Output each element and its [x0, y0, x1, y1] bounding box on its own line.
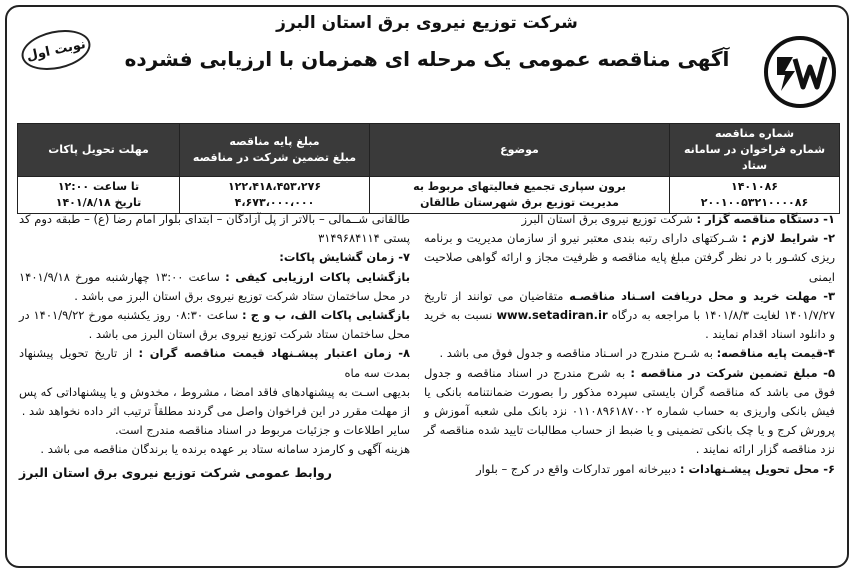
quality-opening: بازگشایی پاکات ارزیابی کیفی : ساعت ۱۳:۰۰ چهارشنبه مورخ ۱۴۰۱/۹/۱۸ در محل ساختمان ستاد شرکت توزیع نیروی برق استان البرز می باشد . — [19, 269, 411, 303]
header-delivery: مهلت تحویل پاکات — [18, 124, 180, 177]
header-subject: موضوع — [370, 124, 670, 177]
left-column — [19, 210, 410, 560]
header-amounts: مبلغ پایه مناقصه مبلغ تضمین شرکت در مناقصه — [180, 124, 370, 177]
right-column — [424, 210, 835, 560]
tender-notice — [5, 5, 849, 568]
item-3: ۳- مهلت خرید و محل دریافت اسـناد مناقصـه متقاضیان می توانند از تاریخ ۱۴۰۱/۷/۲۷ لغایت ۱۴۰۱/۸/۳ با مراجعه به درگاه www.setadiran.ir نسبت به خرید و دانلود اسناد اقدام نمایند . — [424, 288, 836, 342]
public-relations-signature: روابط عمومی شرکت توزیع نیروی برق استان البرز — [19, 464, 333, 480]
table-row — [18, 177, 840, 214]
table-header-row — [18, 124, 840, 177]
item-6: ۶- محل تحویل پیشـنهادات : دبیرخانه امور تدارکات واقع در کرج – بلوار — [476, 461, 835, 476]
note-other-info: سایر اطلاعات و جزئیات مربوط در اسناد مناقصه مندرج است. — [114, 423, 411, 438]
item-2: ۲- شرایط لازم : شـرکتهای دارای رتبه بندی معتبر نیرو از سازمان مدیریت و برنامه ریزی کشـور با در نظر گرفتن مبلغ پایه مناقصه و ظرفیت مجاز و ارائه گواهی صلاحیت ایمنی — [424, 231, 835, 284]
header-tender-number: شماره مناقصه شماره فراخوان در سامانه ستاد — [670, 124, 840, 177]
first-publication-badge: نوبت اول — [18, 24, 94, 76]
setadiran-link[interactable]: www.setadiran.ir — [496, 308, 608, 323]
power-company-logo-icon — [763, 35, 837, 109]
cell-subject: برون سپاری تجمیع فعالیتهای مربوط به مدیریت توزیع برق شهرستان طالقان — [370, 177, 670, 214]
abc-opening: بازگشایی پاکات الف، ب و ج : ساعت ۰۸:۳۰ روز یکشنبه مورخ ۱۴۰۱/۹/۲۲ در محل ساختمان ستاد شرکت توزیع نیروی برق استان البرز می باشد . — [19, 308, 411, 342]
cell-amounts: ۱۲۲،۴۱۸،۴۵۳،۲۷۶ ۴،۶۷۳،۰۰۰،۰۰۰ — [180, 177, 370, 214]
tender-info-table — [17, 123, 840, 214]
notice-headline: آگهی مناقصه عمومی یک مرحله ای همزمان با ارزیابی فشرده — [124, 47, 730, 71]
company-name: شرکت توزیع نیروی برق استان البرز — [276, 13, 578, 33]
cell-tender-number: ۱۴۰۱۰۸۶ ۲۰۰۱۰۰۵۳۲۱۰۰۰۰۸۶ — [670, 177, 840, 214]
notice-body — [19, 210, 835, 560]
item-4: ۴-قیمت پایه مناقصه: به شـرح مندرج در اسـناد مناقصه و جدول فوق می باشد . — [439, 346, 835, 361]
item-1: ۱- دستگاه مناقصه گزار : شرکت توزیع نیروی برق استان البرز — [521, 212, 835, 226]
note-fees: هزینه آگهی و کارمزد سامانه ستاد بر عهده برنده یا برندگان مناقصه می باشد . — [40, 442, 411, 457]
cell-delivery: تا ساعت ۱۲:۰۰ تاریخ ۱۴۰۱/۸/۱۸ — [18, 177, 180, 214]
address-continued: طالقانی شــمالی – بالاتر از پل آزادگان – ابتدای بلوار امام رضا (ع) – طبقه دوم کد پستی ۳۱۴۹۶۸۴۱۱۴ — [19, 212, 411, 246]
item-7: ۷- زمان گشایش پاکات: — [279, 250, 411, 265]
item-5: ۵- مبلغ تضمین شرکت در مناقصه : به شرح مندرج در اسناد مناقصه و جدول فوق می باشد که مناقصه گران بایستی سپرده مذکور را بصورت ضمانتنامه بانکی یا فیش بانکی واریزی به حساب شماره ۰۱۱۰۸۹۶۱۸۷۰۰۲ نزد بانک ملی شعبه آموزش و پرورش کرج و یا چک بانکی تضمینی و یا ضبط از حساب مطالبات تایید شده مناقصه گر نزد مناقصه گزار ارائه نمایند . — [424, 365, 835, 457]
note-invalid-bids: بدیهی اسـت به پیشنهادهای فاقد امضا ، مشروط ، مخدوش و یا پیشنهاداتی که پس از مهلت مقرر در این فراخوان واصل می گردند مطلقاً ترتیب اثر داده نخواهد شد . — [19, 384, 411, 419]
item-8: ۸- زمان اعتبار پیشـنهاد قیمت مناقصه گران : از تاریخ تحویل پیشنهاد بمدت سه ماه — [19, 346, 411, 380]
